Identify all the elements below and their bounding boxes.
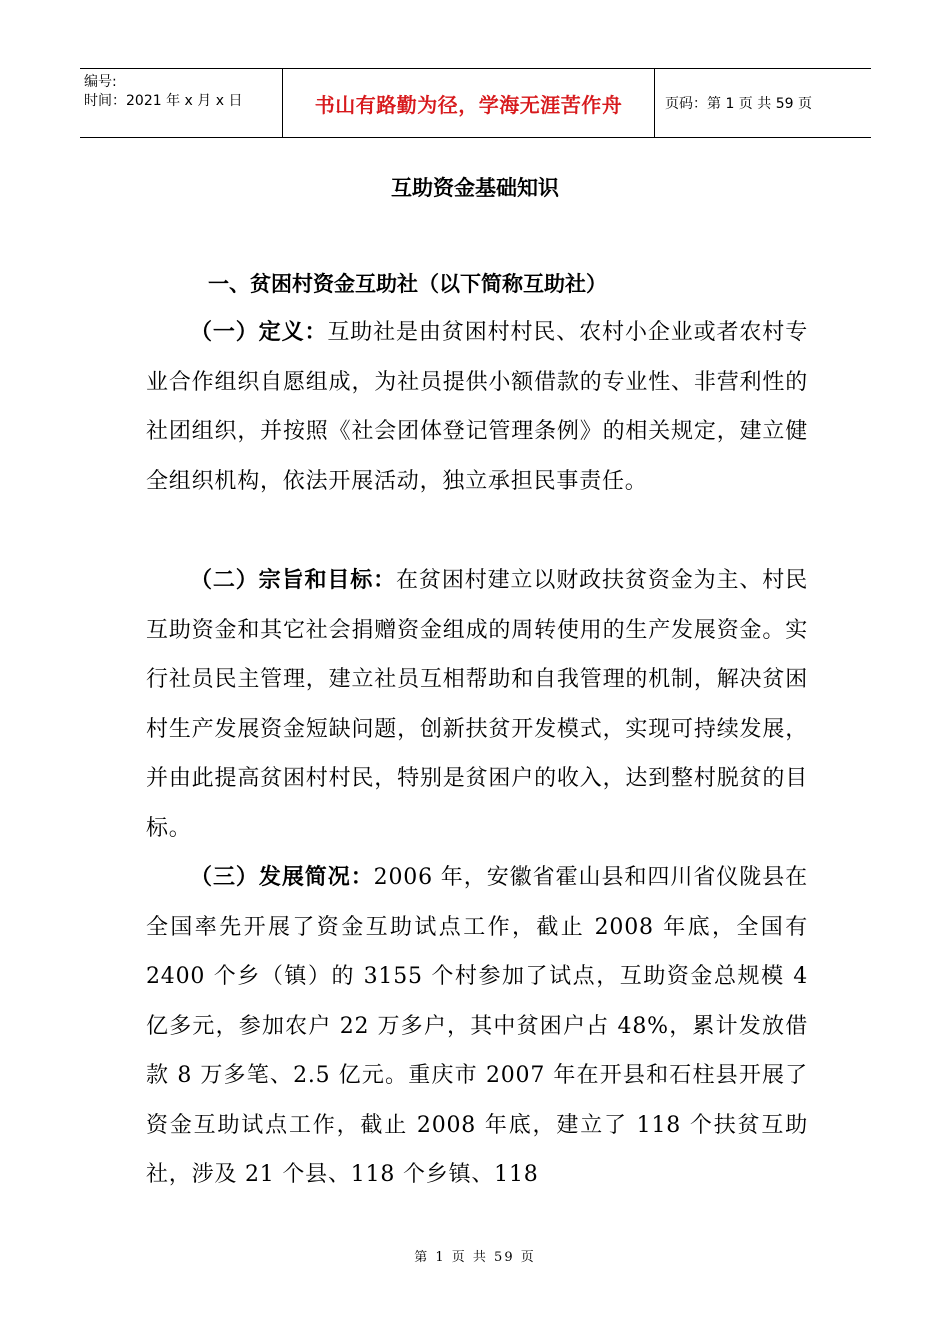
header-table [80, 68, 871, 138]
paragraph-body: 互助社是由贫困村村民、农村小企业或者农村专业合作组织自愿组成，为社员提供小额借款的专业性、非营利性的社团组织，并按照《社会团体登记管理条例》的相关规定，建立健全组织机构，依法开展活动，独立承担民事责任。 [146, 320, 808, 494]
paragraph-lead: （一）定义： [190, 320, 328, 345]
document-title: 互助资金基础知识 [391, 176, 559, 200]
paragraph-lead: （二）宗旨和目标： [190, 568, 397, 593]
page-footer: 第 1 页 共 59 页 [414, 1250, 536, 1265]
paragraph-development [146, 853, 808, 1200]
date-label: 时间：2021 年 x 月 x 日 [84, 93, 243, 109]
header-page-info: 页码：第 1 页 共 59 页 [665, 96, 812, 112]
number-label: 编号: [84, 74, 117, 90]
section-heading: 一、贫困村资金互助社（以下简称互助社） [208, 272, 607, 296]
paragraph-purpose [146, 556, 808, 853]
header-motto: 书山有路勤为径，学海无涯苦作舟 [282, 69, 655, 137]
paragraph-body: 2006 年，安徽省霍山县和四川省仪陇县在全国率先开展了资金互助试点工作，截止 2008 年底，全国有 2400 个乡（镇）的 3155 个村参加了试点，互助资金总规模 4 亿多元，参加农户 22 万多户，其中贫困户占 48%，累计发放借款 8 万多笔、2.5 亿元。重庆市 2007 年在开县和石柱县开展了资金互助试点工作，截止 2008 年底，建立了 118 个扶贫互助社，涉及 21 个县、118 个乡镇、118 [146, 865, 808, 1187]
paragraph-body: 在贫困村建立以财政扶贫资金为主、村民互助资金和其它社会捐赠资金组成的周转使用的生产发展资金。实行社员民主管理，建立社员互相帮助和自我管理的机制，解决贫困村生产发展资金短缺问题，创新扶贫开发模式，实现可持续发展，并由此提高贫困村村民，特别是贫困户的收入，达到整村脱贫的目标。 [146, 568, 808, 841]
paragraph-definition [146, 308, 808, 506]
header-meta [80, 69, 282, 137]
paragraph-lead: （三）发展简况： [190, 865, 374, 890]
